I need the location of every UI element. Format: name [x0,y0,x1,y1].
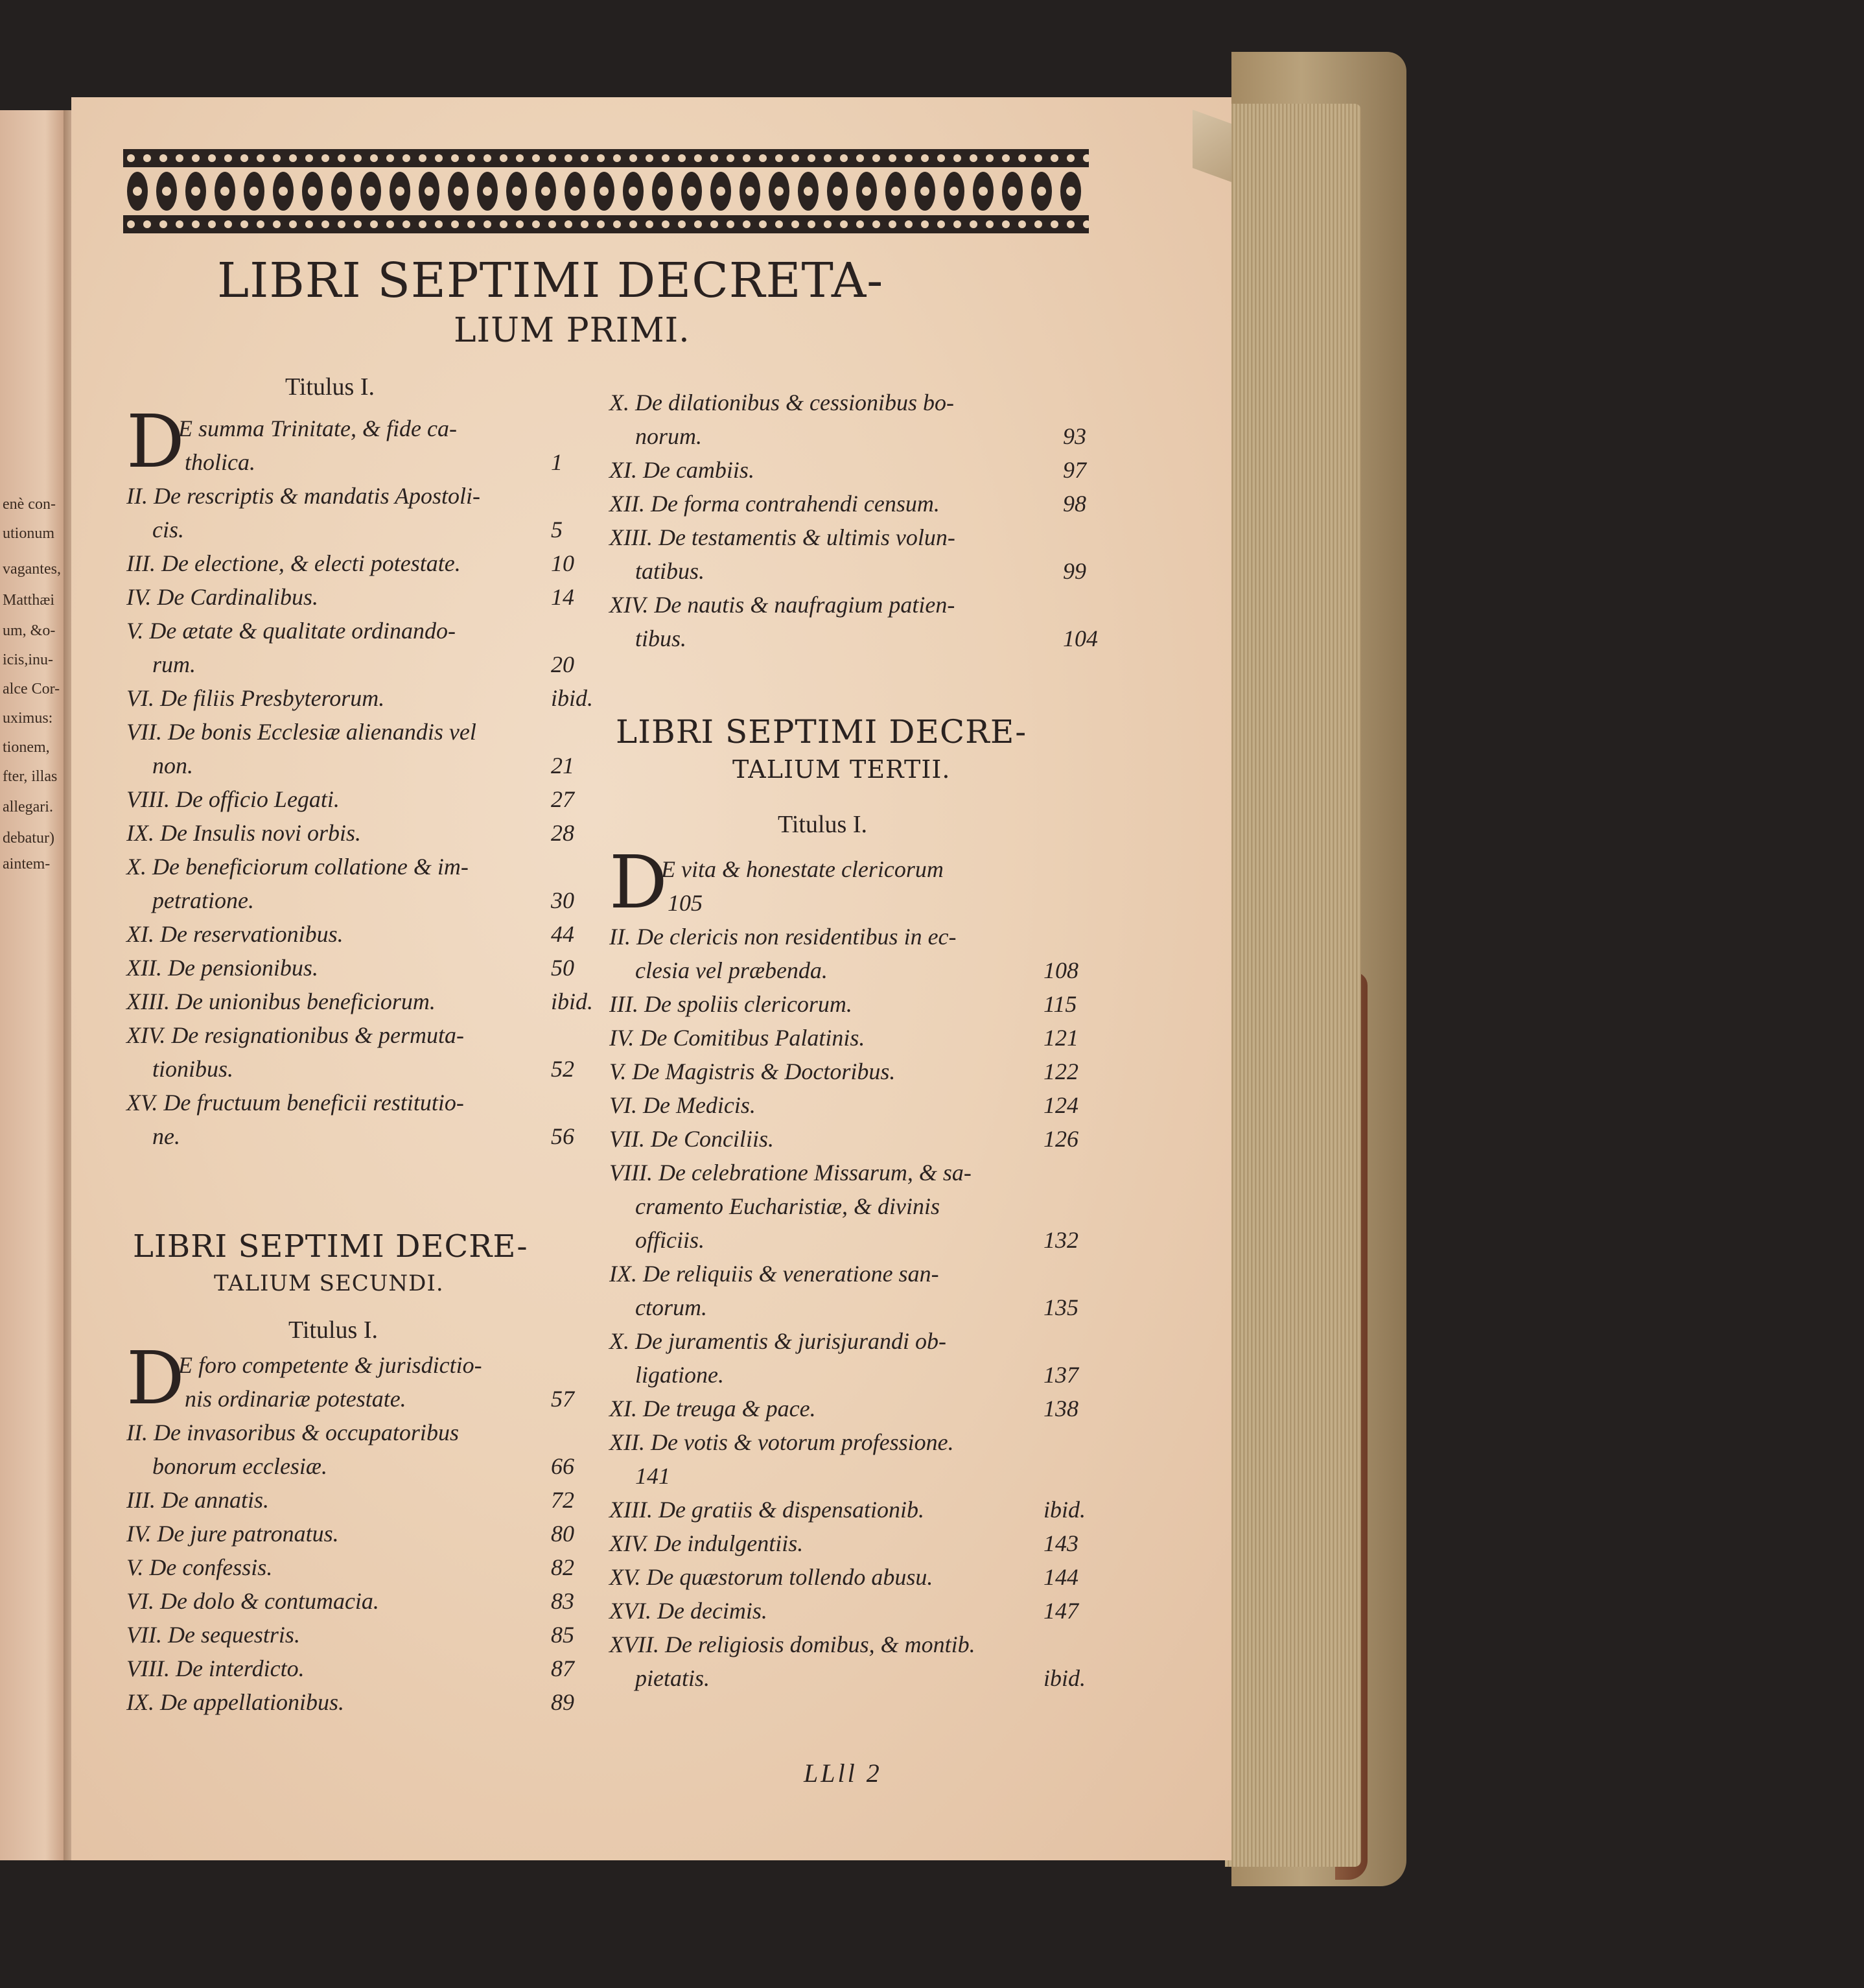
toc-entry-line: cramento Eucharistiæ, & divinis [635,1193,940,1219]
toc-entry-line: II. De invasoribus & occupatoribus [126,1420,459,1445]
toc-entry-line: III. De spoliis clericorum. [609,991,852,1017]
toc-entry-line: nis ordinariæ potestate. [185,1386,406,1412]
drop-capital: D [126,400,185,484]
page-number: 121 [1043,1025,1078,1051]
toc-entry-line: X. De dilationibus & cessionibus bo- [609,390,954,415]
page-number: ibid. [551,988,594,1014]
page-number: 137 [1043,1362,1078,1388]
toc-entry-line: VI. De Medicis. [609,1092,756,1118]
toc-entry-line: XIV. De nautis & naufragium patien- [609,592,955,618]
titulus-heading: Titulus I. [778,811,867,838]
page-number: 30 [551,887,574,913]
toc-entry-line: petratione. [152,887,254,913]
toc-entry-line: tatibus. [635,558,705,584]
left-page-text-line: fter, illas [3,768,58,785]
toc-entry-line: ne. [152,1123,180,1149]
page-number: 82 [551,1554,574,1580]
toc-entry-line: officiis. [635,1227,705,1253]
toc-entry-line: VIII. De celebratione Missarum, & sa- [609,1160,972,1186]
section-title-line-1: LIBRI SEPTIMI DECRE- [133,1228,528,1265]
left-page-text-line: uximus: [3,710,53,727]
signature-mark: LLll 2 [804,1759,882,1788]
toc-entry-line: ligatione. [635,1362,724,1388]
toc-entry-line: XIV. De resignationibus & permuta- [126,1022,464,1048]
toc-entry-line: VII. De bonis Ecclesiæ alienandis vel [126,719,476,745]
page-number: 87 [551,1655,574,1681]
toc-entry-line: XI. De cambiis. [609,457,754,483]
page-number: 93 [1063,423,1086,449]
page-number: ibid. [551,685,594,711]
drop-capital: D [609,841,668,925]
page-edges [1225,104,1361,1867]
toc-entry-line: II. De rescriptis & mandatis Apostoli- [126,483,480,509]
toc-entry-line: XI. De treuga & pace. [609,1396,816,1421]
left-page-text-line: alce Cor- [3,681,60,697]
page-number: 28 [551,820,574,846]
page-number: 124 [1043,1092,1078,1118]
toc-entry-line: E vita & honestate clericorum [661,856,944,882]
toc-entry-line: IV. De Cardinalibus. [126,584,319,610]
page-number: ibid. [1043,1497,1086,1523]
toc-entry-line: XVI. De decimis. [609,1598,767,1624]
toc-entry-line: III. De annatis. [126,1487,269,1513]
left-page-text-line: Matthæi [3,592,55,609]
page-number: 80 [551,1521,574,1547]
titulus-heading: Titulus I. [288,1316,378,1344]
toc-entry-line: E summa Trinitate, & fide ca- [178,415,457,441]
toc-entry-line: clesia vel præbenda. [635,957,828,983]
left-page-text-line: utionum [3,525,55,542]
toc-entry-line: XIII. De testamentis & ultimis volun- [609,524,955,550]
page-number: 138 [1043,1396,1078,1421]
toc-entry-line: cis. [152,517,184,543]
page-number: 83 [551,1588,574,1614]
left-page-text-line: tionem, [3,739,50,756]
page-number: 144 [1043,1564,1078,1590]
page-number: 98 [1063,491,1086,517]
page-number: 14 [551,584,574,610]
titulus-heading: Titulus I. [285,373,375,401]
left-page-text-line: allegari. [3,799,53,815]
page-number: 1 [551,449,563,475]
toc-entry-line: pietatis. [635,1665,710,1691]
page-number: 57 [551,1386,574,1412]
toc-entry-line: II. De clericis non residentibus in ec- [609,924,957,950]
toc-entry-line: V. De ætate & qualitate ordinando- [126,618,456,644]
page-number: 56 [551,1123,574,1149]
page-number: 52 [551,1056,574,1082]
toc-entry-line: VI. De filiis Presbyterorum. [126,685,385,711]
toc-entry-line: XIII. De unionibus beneficiorum. [126,988,436,1014]
toc-entry-line: XV. De quæstorum tollendo abusu. [609,1564,933,1590]
toc-entry-line: IV. De Comitibus Palatinis. [609,1025,865,1051]
section-title-line-2: TALIUM SECUNDI. [214,1270,444,1296]
page-number: 85 [551,1622,574,1648]
page-number: 122 [1043,1058,1078,1084]
toc-entry-line: XVII. De religiosis domibus, & montib. [609,1631,975,1657]
toc-entry-line: 105 [668,890,703,916]
toc-entry-line: VII. De Conciliis. [609,1126,774,1152]
page-number: 66 [551,1453,574,1479]
left-page-text-line: um, &o- [3,622,56,639]
page-number: 5 [551,517,563,543]
toc-entry-line: VIII. De interdicto. [126,1655,305,1681]
page-number: 44 [551,921,574,947]
page-number: 143 [1043,1530,1078,1556]
page-number: 21 [551,753,574,778]
toc-entry-line: X. De beneficiorum collatione & im- [126,854,469,880]
page-number: 97 [1063,457,1086,483]
page-number: 89 [551,1689,574,1715]
page-number: 135 [1043,1294,1078,1320]
page-number: 72 [551,1487,574,1513]
page-number: 132 [1043,1227,1078,1253]
toc-entry-line: IV. De jure patronatus. [126,1521,339,1547]
page-number: 27 [551,786,574,812]
toc-entry-line: VIII. De officio Legati. [126,786,340,812]
left-page-text-line: debatur) [3,830,54,847]
toc-entry-line: norum. [635,423,703,449]
toc-entry-line: bonorum ecclesiæ. [152,1453,327,1479]
left-page-fragment [0,110,65,1860]
page-number: 115 [1043,991,1077,1017]
toc-entry-line: XIII. De gratiis & dispensationib. [609,1497,924,1523]
page-number: 104 [1063,626,1098,651]
toc-entry-line: ctorum. [635,1294,707,1320]
toc-entry-line: XII. De votis & votorum professione. [609,1429,954,1455]
toc-entry-line: V. De confessis. [126,1554,273,1580]
toc-entry-line: XV. De fructuum beneficii restitutio- [126,1090,464,1116]
toc-entry-line: IX. De appellationibus. [126,1689,344,1715]
toc-entry-line: E foro competente & jurisdictio- [178,1352,482,1378]
toc-entry-line: III. De electione, & electi potestate. [126,550,461,576]
toc-entry-line: XII. De pensionibus. [126,955,318,981]
toc-entry-line: tholica. [185,449,255,475]
toc-entry-line: VII. De sequestris. [126,1622,300,1648]
left-page-text-line: vagantes, [3,561,61,578]
toc-entry-line: XII. De forma contrahendi censum. [609,491,940,517]
toc-entry-line: X. De juramentis & jurisjurandi ob- [609,1328,946,1354]
drop-capital: D [126,1337,185,1421]
toc-entry-line: 141 [635,1463,670,1489]
left-page-text-line: icis,inu- [3,651,53,668]
toc-entry-line: XI. De reservationibus. [126,921,344,947]
section-title-line-1: LIBRI SEPTIMI DECRE- [616,713,1027,751]
left-page-text-line: enè con- [3,496,56,513]
section-title-line-2: TALIUM TERTII. [732,755,951,784]
toc-entry-line: tibus. [635,626,687,651]
page-number: 108 [1043,957,1078,983]
toc-entry-line: IX. De Insulis novi orbis. [126,820,361,846]
toc-entry-line: IX. De reliquiis & veneratione san- [609,1261,939,1287]
section-title-line-1: LIBRI SEPTIMI DECRETA- [217,253,884,309]
toc-entry-line: rum. [152,651,196,677]
section-title-line-2: LIUM PRIMI. [454,311,690,350]
page-number: 126 [1043,1126,1078,1152]
toc-entry-line: tionibus. [152,1056,234,1082]
page-number: ibid. [1043,1665,1086,1691]
toc-entry-line: XIV. De indulgentiis. [609,1530,804,1556]
page-number: 20 [551,651,574,677]
decorative-headpiece-ornament [123,149,1089,233]
page-number: 99 [1063,558,1086,584]
left-page-text-line: aintem- [3,856,51,872]
toc-entry-line: non. [152,753,193,778]
page-number: 147 [1043,1598,1078,1624]
toc-entry-line: V. De Magistris & Doctoribus. [609,1058,896,1084]
toc-entry-line: VI. De dolo & contumacia. [126,1588,379,1614]
page-number: 10 [551,550,574,576]
page-number: 50 [551,955,574,981]
